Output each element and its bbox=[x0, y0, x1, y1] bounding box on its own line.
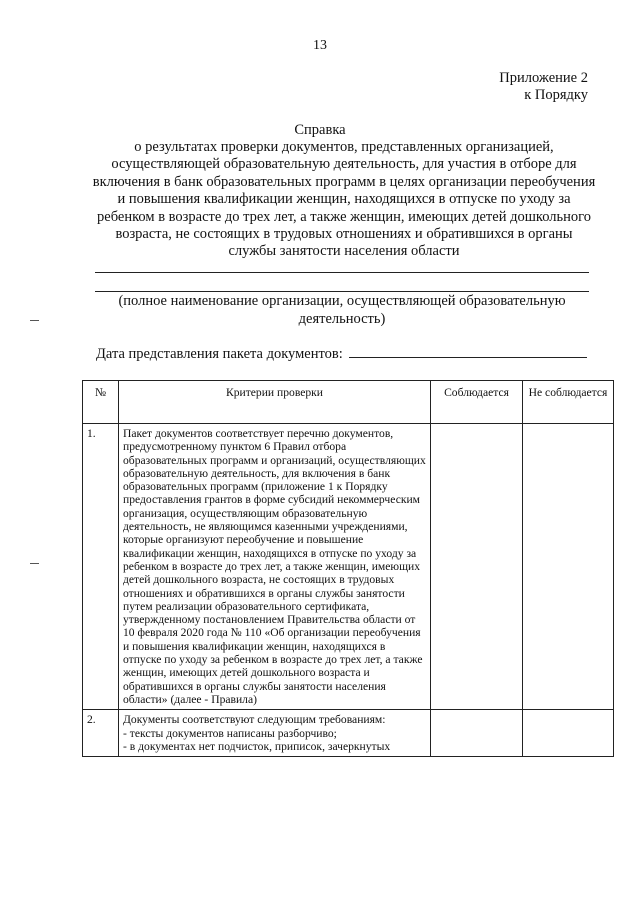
table-header-row bbox=[83, 381, 614, 424]
row-criteria-text bbox=[119, 710, 431, 757]
header-criteria: Критерии проверки bbox=[119, 381, 431, 424]
row-criteria-line: Документы соответствуют следующим требованиям: bbox=[123, 713, 386, 727]
criteria-table bbox=[82, 380, 614, 757]
submission-date-label: Дата представления пакета документов: bbox=[96, 346, 343, 362]
header-number: № bbox=[83, 381, 119, 424]
document-subtitle: о результатах проверки документов, представленных организацией, осуществляющей образовательную деятельность, для участия в отборе для включения в банк образовательных программ в целях организации переобучения и повышения квалификации женщин, находящихся в отпуске по уходу за ребенком в возрасте до трех лет, а также женщин, имеющих детей дошкольного возраста, не состоящих в трудовых отношениях и обратившихся в органы службы занятости населения области bbox=[92, 139, 596, 260]
header-not-complies-text: Не соблюдается bbox=[528, 386, 608, 399]
row-criteria-line: - тексты документов написаны разборчиво; bbox=[123, 726, 337, 740]
org-name-line-2 bbox=[95, 291, 589, 292]
header-not-complies bbox=[523, 381, 614, 424]
row-number: 1. bbox=[83, 424, 119, 710]
document-title: Справка bbox=[294, 122, 346, 138]
page-number: 13 bbox=[313, 38, 327, 53]
row-not-complies-cell bbox=[523, 424, 614, 710]
row-not-complies-cell bbox=[523, 710, 614, 757]
row-complies-cell bbox=[431, 710, 523, 757]
margin-mark bbox=[30, 320, 39, 321]
org-name-line-1 bbox=[95, 272, 589, 273]
row-criteria-line: - в документах нет подчисток, приписок, зачеркнутых bbox=[123, 739, 391, 753]
appendix-reference bbox=[499, 70, 588, 104]
appendix-number: Приложение 2 bbox=[499, 70, 588, 86]
row-criteria-text: Пакет документов соответствует перечню документов, предусмотренному пунктом 6 Правил отбора образовательных программ и организаций, осуществляющих образовательную деятельность, для включения в банк образовательных программ (приложение 1 к Порядку предоставления грантов в форме субсидий некоммерческим организация, осуществляющим образовательную деятельность, не являющимся казенными учреждениями, которые организуют переобучение и повышение квалификации женщин, находящихся в отпуске по уходу за ребенком в возрасте до трех лет, а также женщин, имеющих детей дошкольного возраста, не состоящих в трудовых отношениях и обратившихся в органы службы занятости путем реализации образовательного сертификата, утвержденному постановлением Правительства области от 10 февраля 2020 года № 110 «Об организации переобучения и повышения квалификации женщин, находящихся в отпуске по уходу за ребенком в возрасте до трех лет, а также женщин, имеющих детей дошкольного возраста и обратившихся в органы службы занятости населения области» (далее - Правила) bbox=[119, 424, 431, 710]
header-complies: Соблюдается bbox=[431, 381, 523, 424]
submission-date-blank bbox=[349, 343, 587, 358]
table-row bbox=[83, 424, 614, 710]
table-row bbox=[83, 710, 614, 757]
row-complies-cell bbox=[431, 424, 523, 710]
submission-date-row bbox=[96, 343, 596, 363]
org-name-caption: (полное наименование организации, осуществляющей образовательную деятельность) bbox=[118, 293, 566, 327]
row-number: 2. bbox=[83, 710, 119, 757]
appendix-target: к Порядку bbox=[524, 87, 588, 103]
margin-mark bbox=[30, 563, 39, 564]
